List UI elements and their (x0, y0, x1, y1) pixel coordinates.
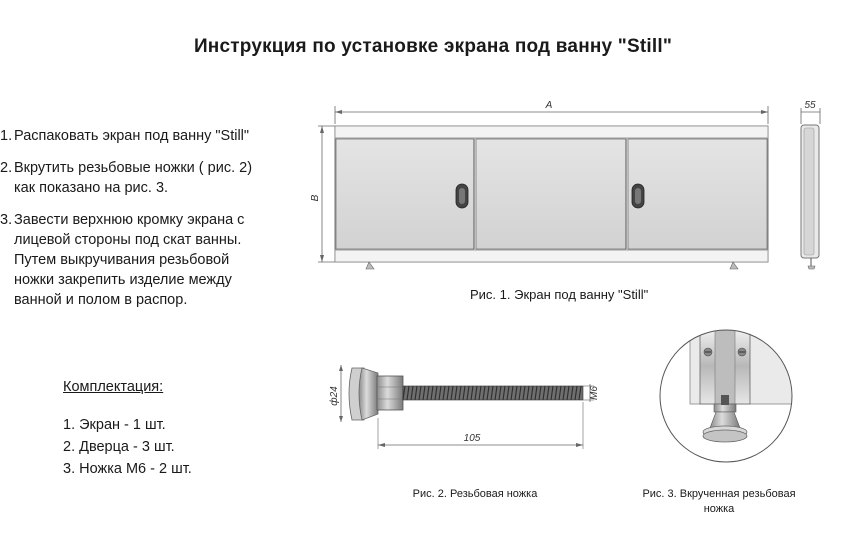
figure-3-caption-line1: Рис. 3. Вкрученная резьбовая (642, 488, 796, 500)
figure-3-caption (626, 487, 812, 517)
threaded-foot-drawing (328, 365, 600, 449)
step-text: Вкрутить резьбовые ножки ( рис. 2) как показано на рис. 3. (14, 160, 253, 196)
dimension-diameter-label: ф24 (329, 386, 340, 406)
kit-item: 3. Ножка М6 - 2 шт. (63, 461, 192, 477)
dimension-depth-label: 55 (804, 100, 816, 111)
kit-item: 2. Дверца - 3 шт. (63, 439, 175, 455)
step-text: Завести верхнюю кромку экрана с лицевой стороны под скат ванны. Путем выкручивания резьбовой ножки закрепить изделие между ванной и полом в распор. (14, 212, 245, 308)
dimension-length-label: 105 (463, 433, 481, 444)
dimension-a-label: A (545, 100, 553, 111)
dimension-b-label: B (310, 194, 321, 202)
figure-1-caption: Рис. 1. Экран под ванну "Still" (470, 287, 649, 302)
kit-item: 1. Экран - 1 шт. (63, 417, 166, 433)
step-number: 1. (0, 128, 13, 144)
figure-2-caption: Рис. 2. Резьбовая ножка (412, 488, 538, 500)
step-number: 3. (0, 212, 13, 228)
page-title: Инструкция по установке экрана под ванну "Still" (193, 36, 673, 57)
installed-foot-detail (660, 328, 792, 462)
step-number: 2. (0, 160, 13, 176)
bath-screen-side-view (801, 100, 820, 269)
bath-screen-drawing (310, 100, 768, 269)
kit-title: Комплектация: (63, 379, 164, 395)
figure-3-caption-line2: ножка (703, 503, 735, 515)
dimension-thread-label: М6 (589, 386, 600, 400)
step-text: Распаковать экран под ванну "Still" (14, 128, 250, 144)
